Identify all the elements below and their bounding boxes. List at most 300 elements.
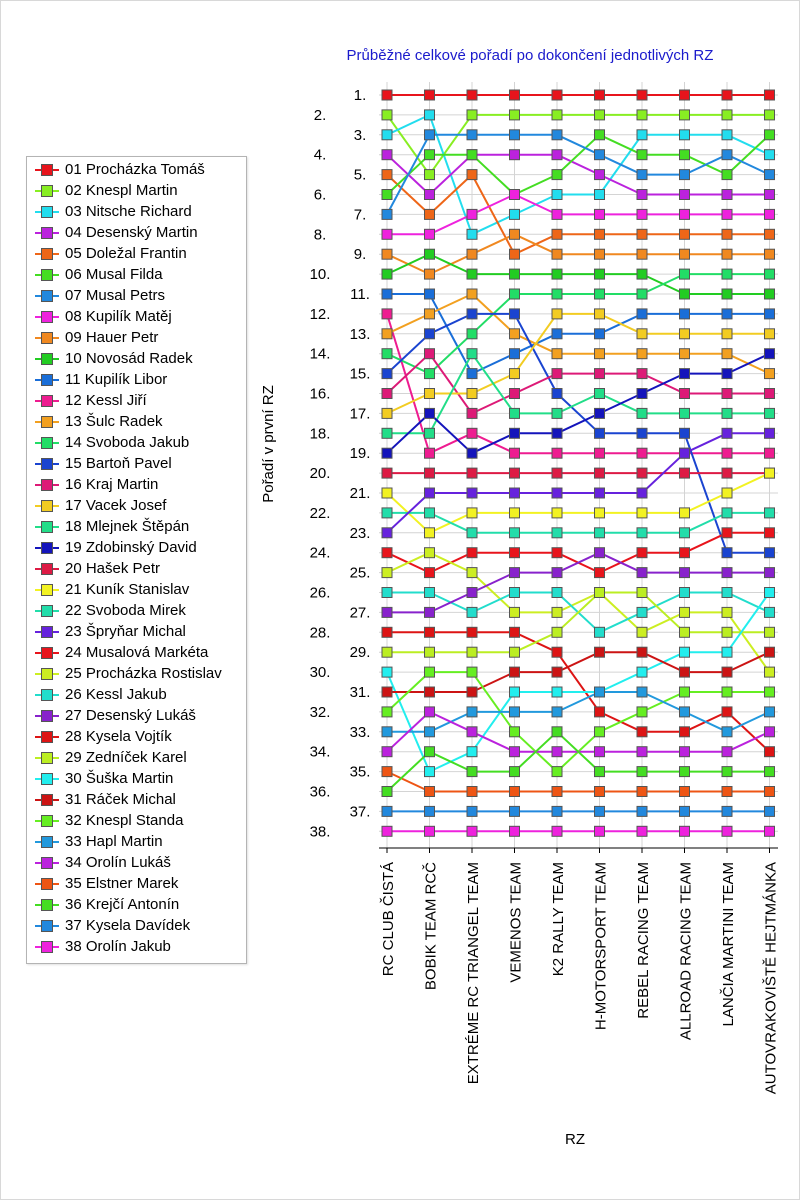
data-point xyxy=(637,329,647,339)
data-point xyxy=(425,269,435,279)
data-point xyxy=(595,747,605,757)
data-point xyxy=(382,349,392,359)
data-point xyxy=(510,727,520,737)
data-point xyxy=(467,349,477,359)
legend-label: 22 Svoboda Mirek xyxy=(65,602,186,619)
data-point xyxy=(467,90,477,100)
series-line xyxy=(387,314,770,414)
data-point xyxy=(552,369,562,379)
data-point xyxy=(552,826,562,836)
data-point xyxy=(467,369,477,379)
data-point xyxy=(722,130,732,140)
data-point xyxy=(382,190,392,200)
data-point xyxy=(510,528,520,538)
data-point xyxy=(552,110,562,120)
legend-label: 37 Kysela Davídek xyxy=(65,917,191,934)
data-point xyxy=(637,190,647,200)
data-point xyxy=(680,249,690,259)
data-point xyxy=(552,627,562,637)
data-point xyxy=(552,448,562,458)
data-point xyxy=(765,269,775,279)
data-point xyxy=(552,389,562,399)
data-point xyxy=(722,349,732,359)
data-point xyxy=(595,826,605,836)
data-point xyxy=(382,170,392,180)
data-point xyxy=(425,428,435,438)
data-point xyxy=(510,826,520,836)
data-point xyxy=(382,747,392,757)
legend-label: 28 Kysela Vojtík xyxy=(65,728,172,745)
data-point xyxy=(637,269,647,279)
data-point xyxy=(765,408,775,418)
legend-label: 13 Šulc Radek xyxy=(65,413,163,430)
data-point xyxy=(680,389,690,399)
data-point xyxy=(467,687,477,697)
data-point xyxy=(510,90,520,100)
data-point xyxy=(637,408,647,418)
data-point xyxy=(382,627,392,637)
data-point xyxy=(425,488,435,498)
data-point xyxy=(680,110,690,120)
data-point xyxy=(765,508,775,518)
data-point xyxy=(637,747,647,757)
data-point xyxy=(680,309,690,319)
data-point xyxy=(595,687,605,697)
x-tick-label: RC CLUB ČISTÁ xyxy=(380,862,397,977)
data-point xyxy=(765,747,775,757)
data-point xyxy=(510,249,520,259)
data-point xyxy=(765,528,775,538)
data-point xyxy=(722,787,732,797)
data-point xyxy=(425,389,435,399)
x-tick-label: VEMENOS TEAM xyxy=(507,862,525,983)
legend-label: 08 Kupilík Matěj xyxy=(65,308,172,325)
data-point xyxy=(425,329,435,339)
data-point xyxy=(382,588,392,598)
y-tick-label: 20. xyxy=(309,465,331,483)
data-point xyxy=(382,548,392,558)
data-point xyxy=(595,170,605,180)
data-point xyxy=(467,408,477,418)
data-point xyxy=(637,90,647,100)
data-point xyxy=(637,229,647,239)
y-tick-label: 30. xyxy=(309,664,331,682)
data-point xyxy=(552,190,562,200)
data-point xyxy=(382,209,392,219)
legend-label: 23 Špryňar Michal xyxy=(65,623,186,640)
data-point xyxy=(595,448,605,458)
legend-label: 03 Nitsche Richard xyxy=(65,203,192,220)
data-point xyxy=(722,209,732,219)
data-point xyxy=(382,528,392,538)
y-tick-label: 34. xyxy=(309,743,331,761)
data-point xyxy=(552,428,562,438)
data-point xyxy=(467,826,477,836)
data-point xyxy=(680,667,690,677)
data-point xyxy=(595,369,605,379)
data-point xyxy=(510,190,520,200)
data-point xyxy=(382,309,392,319)
data-point xyxy=(637,548,647,558)
legend-label: 31 Ráček Michal xyxy=(65,791,176,808)
legend-label: 19 Zdobinský David xyxy=(65,539,197,556)
series-line xyxy=(387,772,770,792)
data-point xyxy=(637,488,647,498)
y-tick-label: 14. xyxy=(309,345,331,363)
data-point xyxy=(467,627,477,637)
data-point xyxy=(722,488,732,498)
data-point xyxy=(637,150,647,160)
y-tick-label: 22. xyxy=(309,504,331,522)
data-point xyxy=(680,767,690,777)
data-point xyxy=(595,488,605,498)
data-point xyxy=(425,667,435,677)
data-point xyxy=(680,329,690,339)
data-point xyxy=(382,110,392,120)
data-point xyxy=(467,568,477,578)
data-point xyxy=(680,826,690,836)
data-point xyxy=(510,150,520,160)
data-point xyxy=(552,508,562,518)
data-point xyxy=(595,130,605,140)
data-point xyxy=(765,249,775,259)
data-point xyxy=(765,568,775,578)
legend-label: 26 Kessl Jakub xyxy=(65,686,167,703)
data-point xyxy=(382,767,392,777)
legend-label: 27 Desenský Lukáš xyxy=(65,707,196,724)
data-point xyxy=(382,806,392,816)
data-point xyxy=(382,428,392,438)
data-point xyxy=(765,329,775,339)
data-point xyxy=(722,528,732,538)
data-point xyxy=(722,448,732,458)
data-point xyxy=(680,747,690,757)
data-point xyxy=(510,707,520,717)
data-point xyxy=(510,209,520,219)
data-point xyxy=(765,548,775,558)
data-point xyxy=(552,130,562,140)
data-point xyxy=(765,229,775,239)
data-point xyxy=(467,747,477,757)
data-point xyxy=(595,269,605,279)
data-point xyxy=(765,170,775,180)
data-point xyxy=(722,727,732,737)
data-point xyxy=(595,548,605,558)
data-point xyxy=(425,90,435,100)
data-point xyxy=(765,607,775,617)
data-point xyxy=(467,389,477,399)
data-point xyxy=(680,130,690,140)
data-point xyxy=(467,289,477,299)
data-point xyxy=(425,528,435,538)
data-point xyxy=(595,249,605,259)
x-tick-label: REBEL RACING TEAM xyxy=(635,862,652,1019)
x-tick-label: LANČIA MARTINI TEAM xyxy=(720,862,737,1027)
data-point xyxy=(680,528,690,538)
data-point xyxy=(765,687,775,697)
data-point xyxy=(765,90,775,100)
data-point xyxy=(552,309,562,319)
data-point xyxy=(510,130,520,140)
legend-label: 33 Hapl Martin xyxy=(65,833,163,850)
data-point xyxy=(382,727,392,737)
data-point xyxy=(637,607,647,617)
data-point xyxy=(595,568,605,578)
data-point xyxy=(680,408,690,418)
data-point xyxy=(680,349,690,359)
data-point xyxy=(552,269,562,279)
data-point xyxy=(425,130,435,140)
data-point xyxy=(382,508,392,518)
data-point xyxy=(510,349,520,359)
data-point xyxy=(425,309,435,319)
data-point xyxy=(552,607,562,617)
legend-label: 07 Musal Petrs xyxy=(65,287,166,304)
series-line xyxy=(387,513,770,533)
data-point xyxy=(552,249,562,259)
data-point xyxy=(595,806,605,816)
data-point xyxy=(680,627,690,637)
data-point xyxy=(722,309,732,319)
y-tick-label: 7. xyxy=(353,206,367,224)
data-point xyxy=(637,428,647,438)
data-point xyxy=(552,90,562,100)
data-point xyxy=(637,110,647,120)
data-point xyxy=(467,428,477,438)
data-point xyxy=(637,389,647,399)
legend-label: 20 Hašek Petr xyxy=(65,560,161,577)
data-point xyxy=(680,727,690,737)
data-point xyxy=(467,787,477,797)
data-point xyxy=(765,727,775,737)
data-point xyxy=(765,806,775,816)
data-point xyxy=(722,588,732,598)
data-point xyxy=(680,448,690,458)
data-point xyxy=(425,568,435,578)
data-point xyxy=(595,209,605,219)
data-point xyxy=(595,150,605,160)
legend-label: 30 Šuška Martin xyxy=(65,770,174,787)
data-point xyxy=(637,568,647,578)
data-point xyxy=(722,468,732,478)
data-point xyxy=(382,249,392,259)
legend-label: 38 Orolín Jakub xyxy=(65,938,171,955)
data-point xyxy=(467,667,477,677)
data-point xyxy=(722,767,732,777)
series-line xyxy=(387,433,770,533)
legend-label: 21 Kuník Stanislav xyxy=(65,581,190,598)
data-point xyxy=(637,806,647,816)
data-point xyxy=(425,349,435,359)
data-point xyxy=(467,806,477,816)
data-point xyxy=(722,826,732,836)
legend-label: 01 Procházka Tomáš xyxy=(65,161,205,178)
data-point xyxy=(552,588,562,598)
data-point xyxy=(680,269,690,279)
data-point xyxy=(382,329,392,339)
data-point xyxy=(680,707,690,717)
data-point xyxy=(510,568,520,578)
data-point xyxy=(510,548,520,558)
data-point xyxy=(765,448,775,458)
legend-label: 04 Desenský Martin xyxy=(65,224,198,241)
data-point xyxy=(595,727,605,737)
data-point xyxy=(595,329,605,339)
data-point xyxy=(425,229,435,239)
data-point xyxy=(467,309,477,319)
y-tick-label: 38. xyxy=(309,823,331,841)
y-tick-label: 9. xyxy=(353,246,367,264)
data-point xyxy=(552,289,562,299)
data-point xyxy=(467,249,477,259)
data-point xyxy=(595,408,605,418)
data-point xyxy=(637,528,647,538)
data-point xyxy=(722,190,732,200)
data-point xyxy=(510,667,520,677)
y-tick-label: 36. xyxy=(309,783,331,801)
data-point xyxy=(765,369,775,379)
data-point xyxy=(425,548,435,558)
data-point xyxy=(425,588,435,598)
data-point xyxy=(552,209,562,219)
legend-label: 17 Vacek Josef xyxy=(65,497,167,514)
data-point xyxy=(467,329,477,339)
y-tick-label: 2. xyxy=(313,106,327,124)
data-point xyxy=(425,408,435,418)
data-point xyxy=(467,229,477,239)
legend-label: 12 Kessl Jiří xyxy=(65,392,147,409)
data-point xyxy=(722,568,732,578)
data-point xyxy=(722,110,732,120)
data-point xyxy=(382,90,392,100)
data-point xyxy=(425,448,435,458)
x-tick-label: BOBIK TEAM RCČ xyxy=(422,862,440,991)
data-point xyxy=(680,687,690,697)
data-point xyxy=(552,170,562,180)
data-point xyxy=(637,508,647,518)
data-point xyxy=(552,647,562,657)
x-axis-label: RZ xyxy=(565,1131,585,1148)
data-point xyxy=(680,548,690,558)
data-point xyxy=(382,488,392,498)
data-point xyxy=(637,667,647,677)
data-point xyxy=(510,627,520,637)
legend-label: 05 Doležal Frantin xyxy=(65,245,187,262)
data-point xyxy=(552,468,562,478)
data-point xyxy=(595,627,605,637)
data-point xyxy=(722,428,732,438)
y-tick-label: 31. xyxy=(349,684,371,701)
data-point xyxy=(680,468,690,478)
data-point xyxy=(552,150,562,160)
data-point xyxy=(595,428,605,438)
legend-label: 29 Zedníček Karel xyxy=(65,749,187,766)
data-point xyxy=(722,90,732,100)
legend-label: 36 Krejčí Antonín xyxy=(65,896,180,913)
y-tick-label: 21. xyxy=(349,485,371,502)
data-point xyxy=(552,329,562,339)
data-point xyxy=(637,826,647,836)
data-point xyxy=(510,428,520,438)
data-point xyxy=(765,150,775,160)
data-point xyxy=(382,787,392,797)
data-point xyxy=(425,767,435,777)
data-point xyxy=(510,488,520,498)
data-point xyxy=(425,687,435,697)
data-point xyxy=(595,508,605,518)
data-point xyxy=(595,229,605,239)
data-point xyxy=(595,389,605,399)
legend-label: 16 Kraj Martin xyxy=(65,476,159,493)
y-tick-label: 12. xyxy=(309,305,331,323)
data-point xyxy=(765,826,775,836)
data-point xyxy=(425,369,435,379)
data-point xyxy=(722,408,732,418)
data-point xyxy=(552,349,562,359)
y-tick-label: 26. xyxy=(309,584,331,602)
data-point xyxy=(765,110,775,120)
data-point xyxy=(595,468,605,478)
data-point xyxy=(467,727,477,737)
y-tick-label: 11. xyxy=(350,286,370,303)
y-tick-label: 25. xyxy=(349,564,371,582)
data-point xyxy=(680,806,690,816)
data-point xyxy=(382,389,392,399)
data-point xyxy=(510,767,520,777)
data-point xyxy=(425,787,435,797)
data-point xyxy=(765,309,775,319)
data-point xyxy=(425,468,435,478)
data-point xyxy=(595,528,605,538)
data-point xyxy=(637,249,647,259)
data-point xyxy=(467,448,477,458)
data-point xyxy=(425,727,435,737)
y-tick-label: 17. xyxy=(349,405,371,423)
data-point xyxy=(382,408,392,418)
data-point xyxy=(510,110,520,120)
data-point xyxy=(765,428,775,438)
data-point xyxy=(595,707,605,717)
data-point xyxy=(595,289,605,299)
data-point xyxy=(722,329,732,339)
data-point xyxy=(382,687,392,697)
legend-label: 14 Svoboda Jakub xyxy=(65,434,190,451)
data-point xyxy=(680,588,690,598)
legend-label: 32 Knespl Standa xyxy=(65,812,184,829)
legend-label: 25 Procházka Rostislav xyxy=(65,665,222,682)
data-point xyxy=(722,249,732,259)
data-point xyxy=(722,548,732,558)
data-point xyxy=(552,568,562,578)
data-point xyxy=(510,468,520,478)
data-point xyxy=(595,588,605,598)
y-tick-label: 23. xyxy=(349,524,371,542)
data-point xyxy=(765,209,775,219)
y-tick-label: 27. xyxy=(349,604,371,622)
data-point xyxy=(722,389,732,399)
data-point xyxy=(637,448,647,458)
data-point xyxy=(552,687,562,697)
data-point xyxy=(552,707,562,717)
data-point xyxy=(722,647,732,657)
y-tick-label: 15. xyxy=(349,365,371,383)
data-point xyxy=(467,588,477,598)
data-point xyxy=(637,309,647,319)
data-point xyxy=(425,607,435,617)
data-point xyxy=(765,667,775,677)
data-point xyxy=(425,707,435,717)
data-point xyxy=(382,568,392,578)
